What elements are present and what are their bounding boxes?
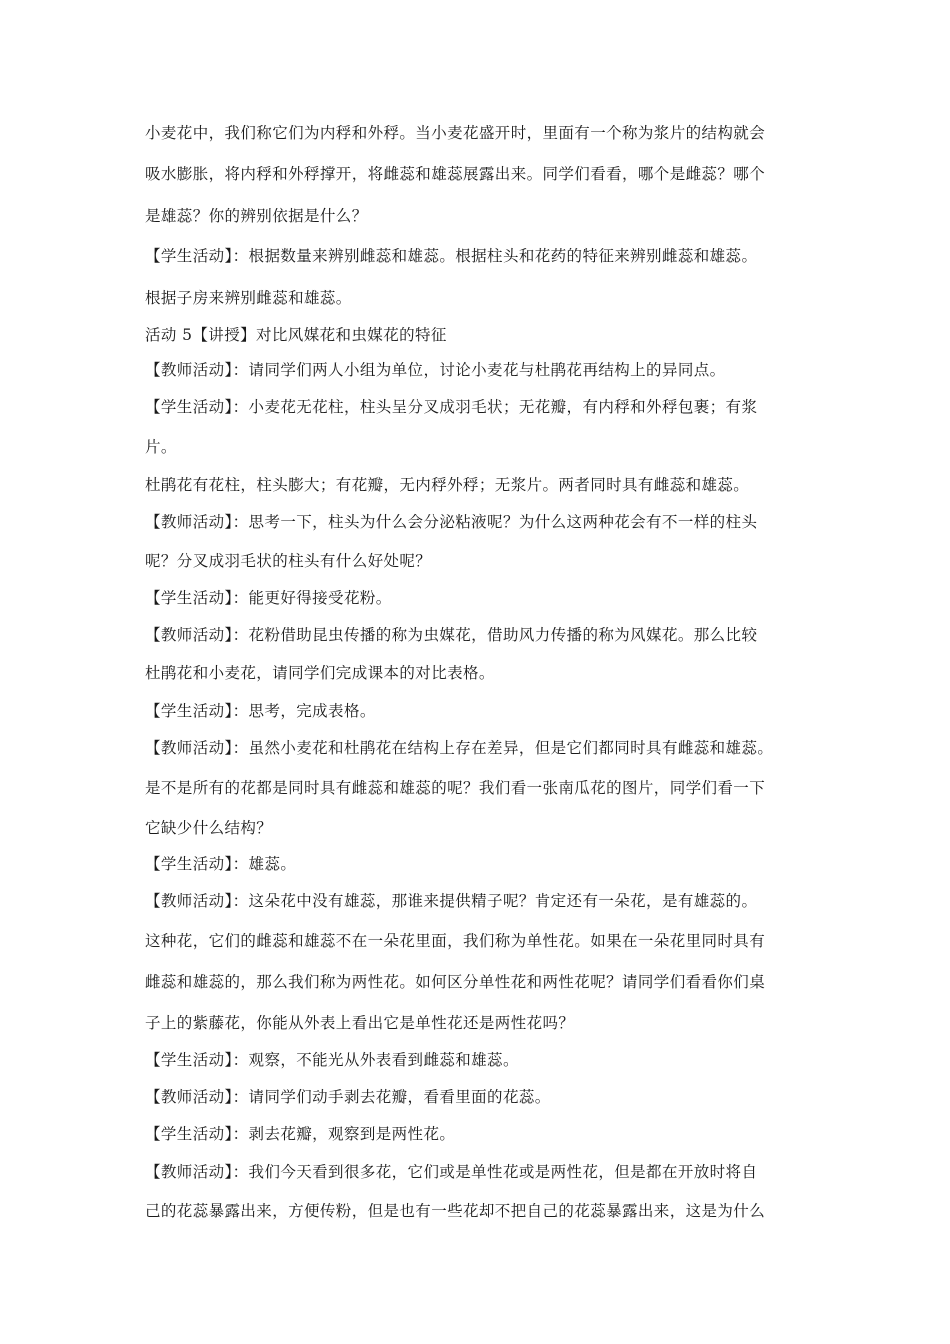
text-line: 是雄蕊？你的辨别依据是什么？: [145, 207, 368, 225]
text-line: 【学生活动】：观察，不能光从外表看到雌蕊和雄蕊。: [145, 1051, 519, 1069]
text-line: 杜鹃花和小麦花，请同学们完成课本的对比表格。: [145, 664, 495, 682]
text-line: 【教师活动】：花粉借助昆虫传播的称为虫媒花，借助风力传播的称为风媒花。那么比较: [145, 626, 758, 644]
text-line: 【教师活动】：虽然小麦花和杜鹃花在结构上存在差异，但是它们都同时具有雌蕊和雄蕊。: [145, 739, 774, 757]
text-line: 【学生活动】：雄蕊。: [145, 855, 297, 873]
text-line: 【学生活动】：能更好得接受花粉。: [145, 589, 392, 607]
text-line: 【学生活动】：思考，完成表格。: [145, 702, 376, 720]
text-line: 杜鹃花有花柱，柱头膨大；有花瓣，无内稃外稃；无浆片。两者同时具有雌蕊和雄蕊。: [145, 476, 750, 494]
text-line: 【学生活动】：小麦花无花柱，柱头呈分叉成羽毛状；无花瓣，有内稃和外稃包裹；有浆: [145, 398, 758, 416]
text-line: 根据子房来辨别雌蕊和雄蕊。: [145, 289, 352, 307]
activity-heading: 活动 5【讲授】对比风媒花和虫媒花的特征: [145, 326, 447, 344]
text-line: 【教师活动】：请同学们动手剥去花瓣，看看里面的花蕊。: [145, 1088, 551, 1106]
text-line: 片。: [145, 438, 177, 456]
text-line: 【教师活动】：我们今天看到很多花，它们或是单性花或是两性花，但是都在开放时将自: [145, 1163, 758, 1181]
text-line: 吸水膨胀，将内稃和外稃撑开，将雌蕊和雄蕊展露出来。同学们看看，哪个是雌蕊？哪个: [145, 165, 766, 183]
text-line: 子上的紫藤花，你能从外表上看出它是单性花还是两性花吗？: [145, 1014, 575, 1032]
text-line: 这种花，它们的雌蕊和雄蕊不在一朵花里面，我们称为单性花。如果在一朵花里同时具有: [145, 932, 766, 950]
text-line: 【教师活动】：请同学们两人小组为单位，讨论小麦花与杜鹃花再结构上的异同点。: [145, 361, 726, 379]
text-line: 小麦花中，我们称它们为内稃和外稃。当小麦花盛开时，里面有一个称为浆片的结构就会: [145, 124, 766, 142]
text-line: 【学生活动】：剥去花瓣，观察到是两性花。: [145, 1125, 456, 1143]
text-line: 己的花蕊暴露出来，方便传粉，但是也有一些花却不把自己的花蕊暴露出来，这是为什么: [145, 1202, 766, 1220]
text-line: 【教师活动】：思考一下，柱头为什么会分泌粘液呢？为什么这两种花会有不一样的柱头: [145, 513, 758, 531]
text-line: 雌蕊和雄蕊的，那么我们称为两性花。如何区分单性花和两性花呢？请同学们看看你们桌: [145, 973, 766, 991]
text-line: 呢？分叉成羽毛状的柱头有什么好处呢？: [145, 552, 432, 570]
text-line: 它缺少什么结构？: [145, 819, 273, 837]
text-line: 【教师活动】：这朵花中没有雄蕊，那谁来提供精子呢？肯定还有一朵花，是有雄蕊的。: [145, 892, 758, 910]
text-line: 【学生活动】：根据数量来辨别雌蕊和雄蕊。根据柱头和花药的特征来辨别雌蕊和雄蕊。: [145, 247, 758, 265]
text-line: 是不是所有的花都是同时具有雌蕊和雄蕊的呢？我们看一张南瓜花的图片，同学们看一下: [145, 779, 766, 797]
